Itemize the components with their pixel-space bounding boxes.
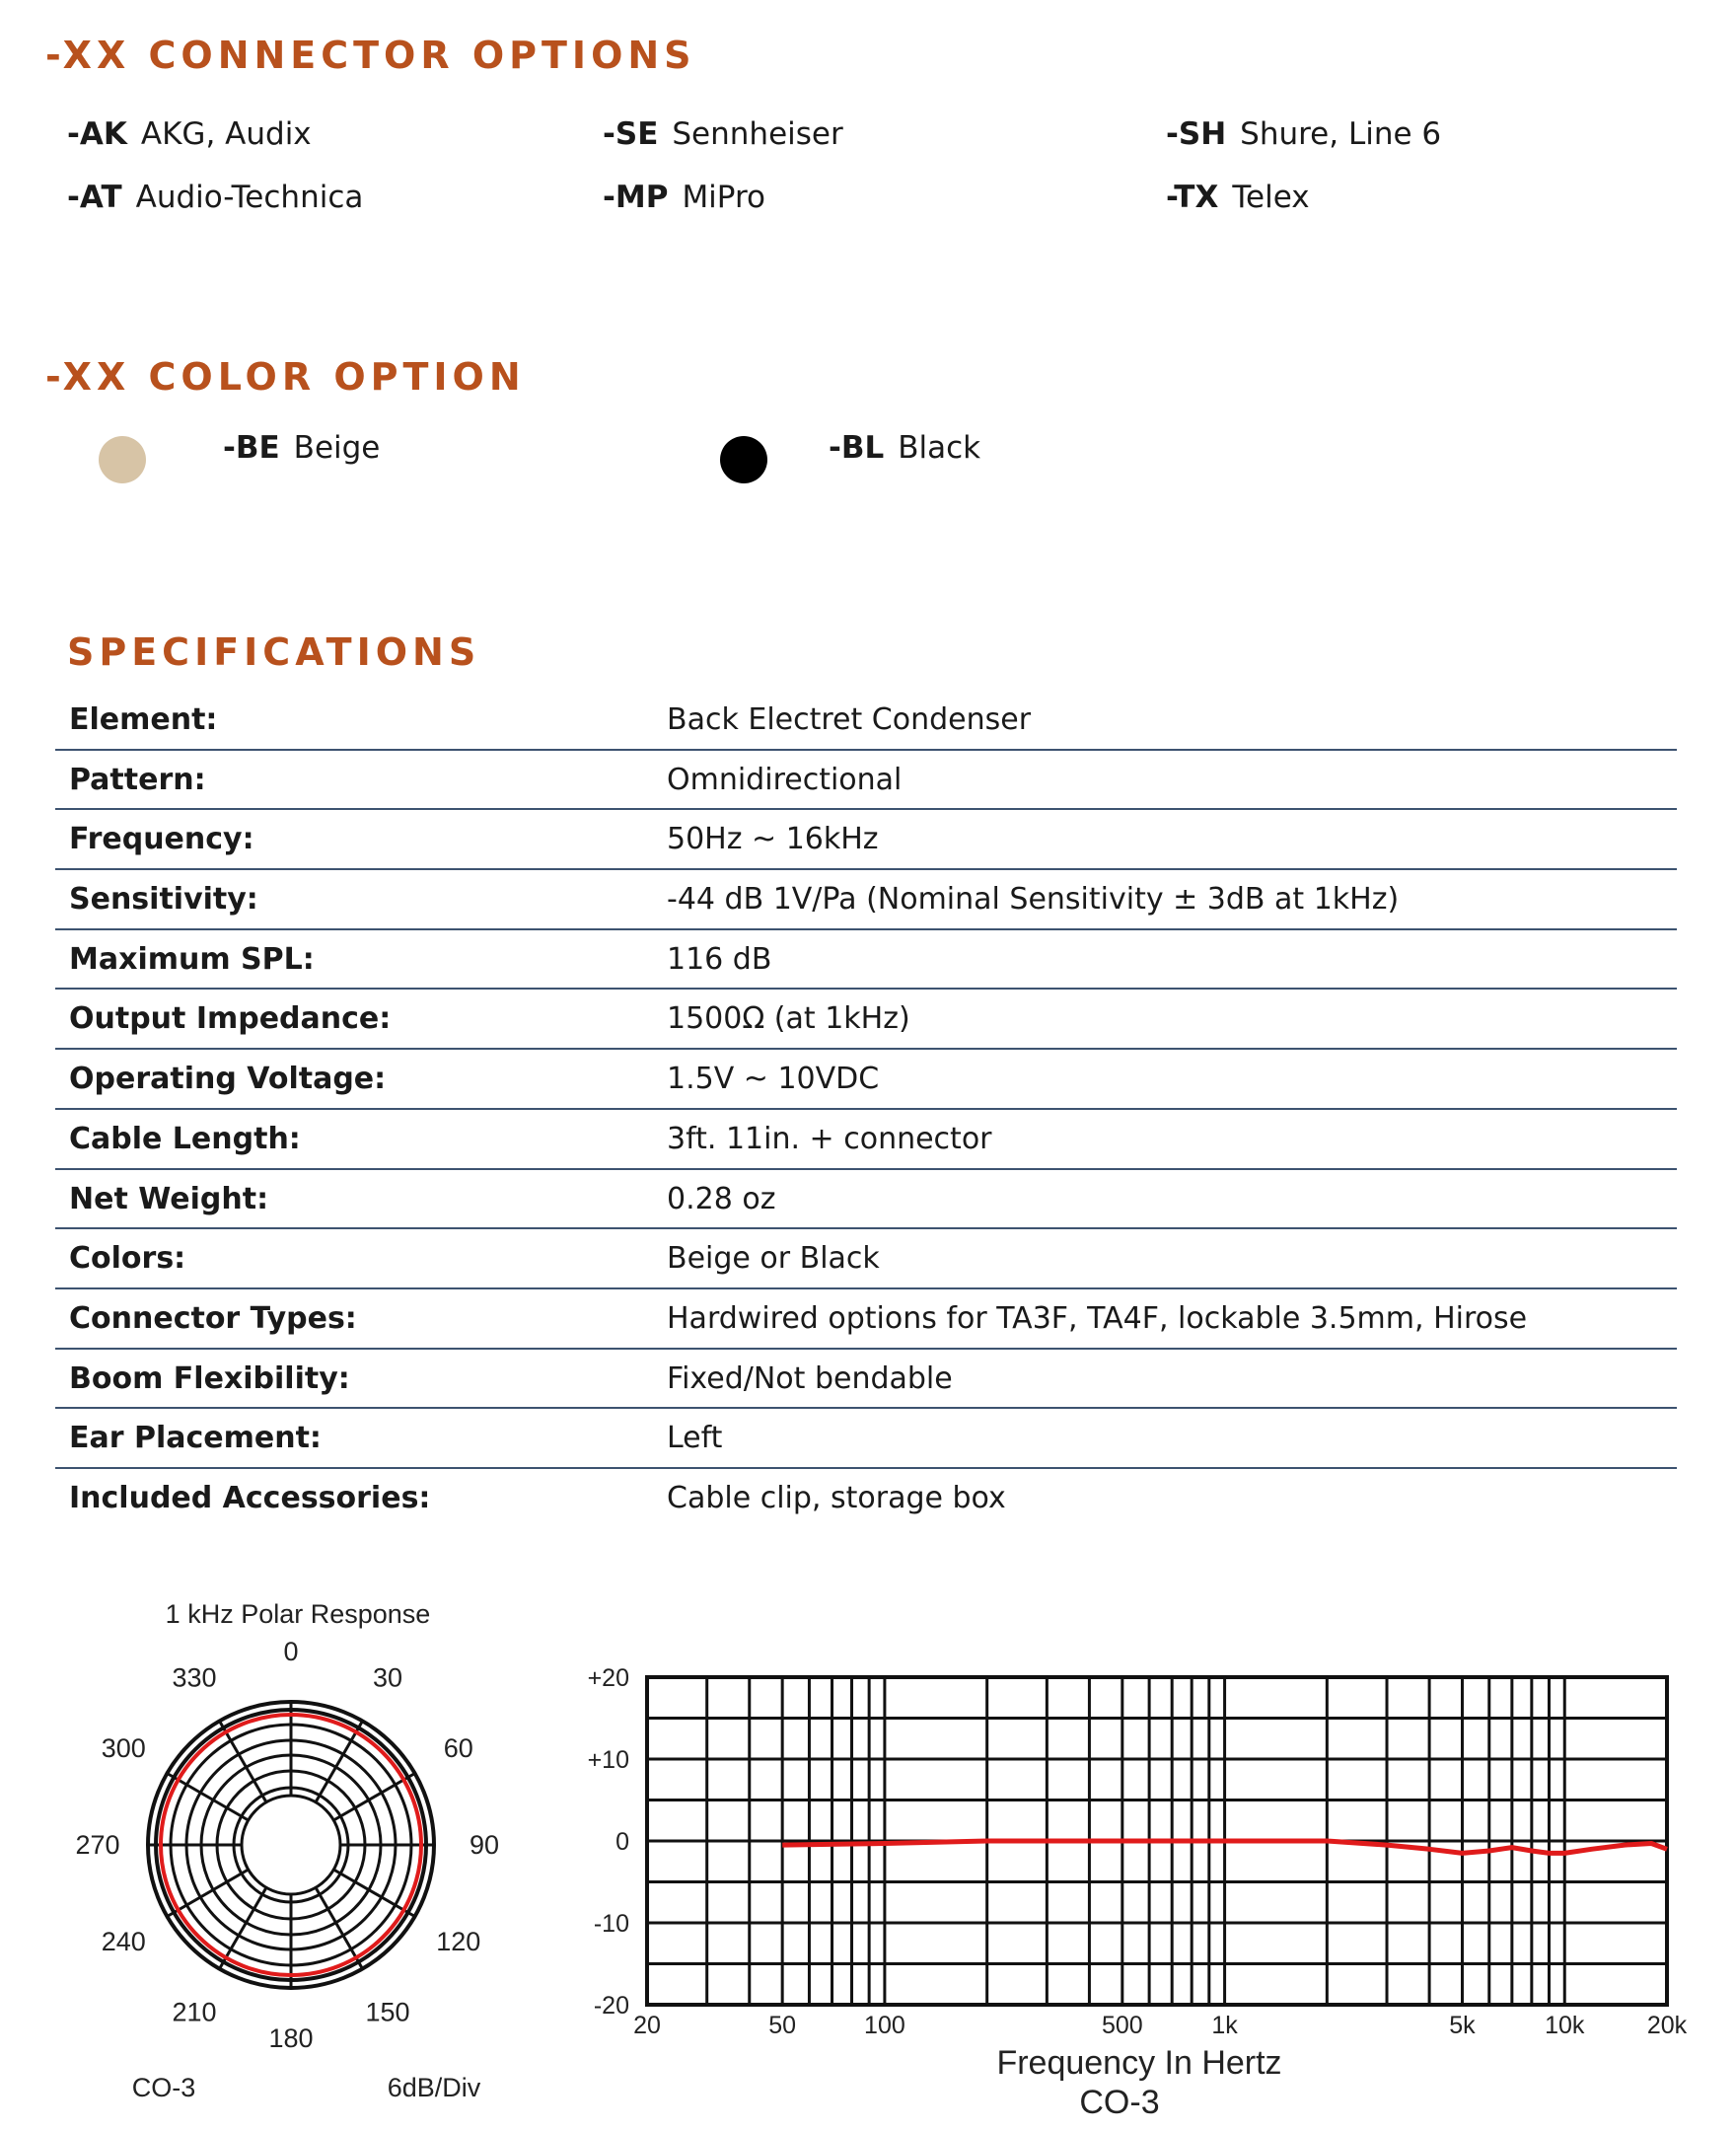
connector-option-sh [1166,116,1441,152]
frequency-y-tick: +20 [587,1664,629,1692]
polar-angle-label: 90 [469,1830,500,1860]
polar-response-chart [39,1588,552,2121]
spec-row-max-spl [55,930,1677,991]
frequency-x-tick: 500 [1101,2012,1143,2039]
polar-angle-label: 180 [268,2023,314,2053]
option-code: -BE [223,430,280,466]
frequency-x-tick: 5k [1449,2012,1476,2039]
frequency-response-chart [572,1648,1716,2131]
polar-angle-label: 30 [372,1662,403,1693]
polar-angle-label: 240 [101,1927,146,1956]
spec-row-ear-placement [55,1409,1677,1469]
frequency-x-tick: 10k [1545,2012,1585,2039]
polar-ring [242,1796,340,1894]
polar-ring [234,1788,348,1902]
frequency-x-ticks [633,2012,1688,2039]
spec-value: 116 dB [667,941,772,977]
spec-row-sensitivity [55,870,1677,930]
polar-angle-label: 0 [283,1637,299,1666]
polar-angle-label: 150 [365,1997,410,2027]
option-name: Shure, Line 6 [1240,116,1442,152]
spec-label: Included Accessories: [69,1480,431,1515]
spec-row-net-weight [55,1170,1677,1230]
spec-row-frequency [55,810,1677,870]
frequency-y-tick: -20 [593,1992,629,2020]
option-name: AKG, Audix [140,116,312,152]
polar-angle-label: 210 [172,1997,217,2027]
option-name: Audio-Technica [135,180,364,215]
spec-label: Maximum SPL: [69,941,315,977]
option-code: -TX [1166,180,1219,215]
beige-swatch [99,436,146,483]
spec-value: 3ft. 11in. + connector [667,1121,992,1156]
spec-row-output-impedance [55,990,1677,1050]
polar-footer-right: 6dB/Div [387,2073,481,2102]
option-name: Telex [1232,180,1310,215]
black-swatch [720,436,767,483]
spec-label: Cable Length: [69,1121,301,1156]
spec-value: Hardwired options for TA3F, TA4F, lockable 3.5mm, Hirose [667,1300,1528,1336]
spec-label: Operating Voltage: [69,1062,387,1097]
spec-row-operating-voltage [55,1050,1677,1110]
spec-value: Cable clip, storage box [667,1480,1006,1515]
frequency-x-tick: 20k [1646,2012,1688,2039]
polar-angle-label: 120 [436,1927,481,1956]
polar-angle-label: 330 [172,1662,217,1693]
connector-options-title: -XX CONNECTOR OPTIONS [45,34,696,77]
specifications-table [55,691,1677,1529]
color-option-title: -XX COLOR OPTION [45,355,526,399]
connector-option-at [67,180,363,215]
spec-row-element [55,691,1677,751]
connector-option-tx [1166,180,1310,215]
option-code: -SE [603,116,659,152]
frequency-y-tick: -10 [593,1910,629,1938]
option-name: MiPro [682,180,765,215]
frequency-y-tick: +10 [587,1746,629,1774]
spec-row-pattern [55,751,1677,811]
spec-label: Ear Placement: [69,1421,322,1456]
color-option-black [829,430,980,466]
spec-label: Net Weight: [69,1181,269,1216]
color-option-beige [223,430,380,466]
polar-title: 1 kHz Polar Response [165,1599,431,1629]
spec-label: Boom Flexibility: [69,1360,350,1396]
spec-label: Connector Types: [69,1300,357,1336]
polar-angle-label: 300 [101,1733,146,1763]
spec-row-included-accessories [55,1469,1677,1529]
connector-option-ak [67,116,312,152]
option-name: Beige [293,430,381,466]
spec-value: Beige or Black [667,1241,880,1277]
option-code: -BL [829,430,885,466]
frequency-x-tick: 50 [768,2012,797,2039]
frequency-x-tick: 100 [864,2012,905,2039]
spec-value: Left [667,1421,723,1456]
polar-angle-label: 270 [75,1830,120,1860]
spec-label: Frequency: [69,822,254,857]
option-name: Black [898,430,981,466]
frequency-x-tick: 20 [633,2012,661,2039]
polar-grid [148,1702,434,1988]
spec-row-colors [55,1229,1677,1289]
connector-option-mp [603,180,765,215]
spec-value: 1500Ω (at 1kHz) [667,1001,910,1037]
frequency-caption: CO-3 [1079,2084,1160,2121]
specifications-title: SPECIFICATIONS [67,630,481,674]
connector-option-se [603,116,843,152]
spec-label: Colors: [69,1241,186,1277]
spec-row-cable-length [55,1110,1677,1170]
spec-value: Back Electret Condenser [667,702,1032,737]
option-code: -MP [603,180,669,215]
spec-label: Sensitivity: [69,882,258,918]
polar-angle-label: 60 [443,1733,473,1763]
polar-footer-left: CO-3 [131,2073,196,2102]
option-name: Sennheiser [672,116,843,152]
frequency-y-ticks [588,1664,629,2020]
option-code: -SH [1166,116,1227,152]
spec-value: Omnidirectional [667,762,903,797]
option-code: -AT [67,180,122,215]
frequency-y-tick: 0 [615,1828,629,1856]
spec-value: 1.5V ~ 10VDC [667,1062,880,1097]
spec-value: Fixed/Not bendable [667,1360,953,1396]
spec-label: Pattern: [69,762,206,797]
spec-value: 50Hz ~ 16kHz [667,822,879,857]
spec-row-connector-types [55,1289,1677,1350]
frequency-x-tick: 1k [1211,2012,1238,2039]
frequency-x-label: Frequency In Hertz [996,2044,1282,2082]
spec-label: Output Impedance: [69,1001,392,1037]
spec-row-boom-flexibility [55,1350,1677,1410]
spec-value: -44 dB 1V/Pa (Nominal Sensitivity ± 3dB at 1kHz) [667,882,1400,918]
spec-value: 0.28 oz [667,1181,776,1216]
spec-label: Element: [69,702,218,737]
option-code: -AK [67,116,127,152]
